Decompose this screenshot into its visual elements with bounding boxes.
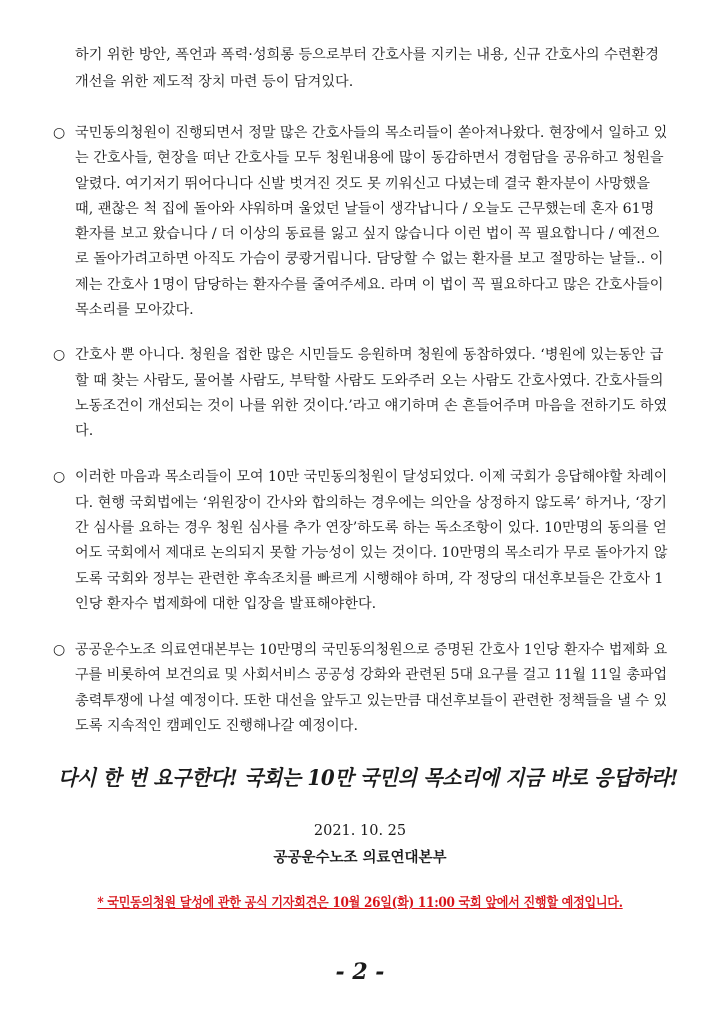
paragraph-3-line-4: 어도 국회에서 제대로 논의되지 못할 가능성이 있는 것이다. 10만명의 목소리가 무로 돌아가지 않: [75, 545, 668, 561]
paragraph-3-line-2: 다. 현행 국회법에는 ‘위원장이 간사와 합의하는 경우에는 의안을 상정하지 않도록’ 하거나, ‘장기: [75, 495, 667, 511]
intro-line-1: 하기 위한 방안, 폭언과 폭력·성희롱 등으로부터 간호사를 지키는 내용, 신규 간호사의 수련환경: [75, 47, 659, 63]
paragraph-1-line-8: 목소리를 모아갔다.: [75, 302, 194, 318]
paragraph-1-line-1: 국민동의청원이 진행되면서 정말 많은 간호사들의 목소리들이 쏟아져나왔다. 현장에서 일하고 있: [75, 125, 668, 141]
paragraph-4-line-3: 총력투쟁에 나설 예정이다. 또한 대선을 앞두고 있는만큼 대선후보들이 관련한 정책들을 낼 수 있: [75, 693, 668, 709]
document-date: 2021. 10. 25: [313, 823, 407, 839]
paragraph-2-line-2: 할 때 찾는 사람도, 물어볼 사람도, 부탁할 사람도 도와주러 오는 사람도 간호사였다. 간호사들의: [75, 373, 664, 389]
bullet-circle-icon: ○: [53, 642, 66, 658]
paragraph-2-line-4: 다.: [75, 423, 94, 439]
paragraph-4-line-1: 공공운수노조 의료연대본부는 10만명의 국민동의청원으로 증명된 간호사 1인당 환자수 법제화 요: [75, 642, 668, 658]
paragraph-3-line-5: 도록 국회와 정부는 관련한 후속조치를 빠르게 시행해야 하며, 각 정당의 대선후보들은 간호사 1: [75, 571, 664, 587]
bullet-circle-icon: ○: [53, 469, 66, 485]
paragraph-4-line-2: 구를 비롯하여 보건의료 및 사회서비스 공공성 강화와 관련된 5대 요구를 걸고 11월 11일 총파업: [75, 667, 668, 683]
paragraph-3-line-3: 간 심사를 요하는 경우 청원 심사를 추가 연장’하도록 하는 독소조항이 있다. 10만명의 동의를 얻: [75, 520, 667, 536]
paragraph-1-line-7: 제는 간호사 1명이 담당하는 환자수를 줄여주세요. 라며 이 법이 꼭 필요하다고 많은 간호사들이: [75, 277, 664, 293]
paragraph-1-line-4: 때, 괜찮은 척 집에 돌아와 샤워하며 울었던 날들이 생각납니다 / 오늘도 근무했는데 혼자 61명: [75, 201, 655, 217]
bullet-circle-icon: ○: [53, 125, 66, 141]
page-number: - 2 -: [335, 959, 385, 985]
organization-name: 공공운수노조 의료연대본부: [273, 849, 447, 866]
paragraph-2-line-3: 노동조건이 개선되는 것이 나를 위한 것이다.’라고 얘기하며 손 흔들어주며 마음을 전하기도 하였: [75, 398, 668, 414]
closing-heading: 다시 한 번 요구한다! 국회는 10만 국민의 목소리에 지금 바로 응답하라!: [58, 765, 679, 790]
intro-line-2: 개선을 위한 제도적 장치 마련 등이 담겨있다.: [75, 74, 354, 90]
press-conference-notice: * 국민동의청원 달성에 관한 공식 기자회견은 10월 26일(화) 11:00 국회 앞에서 진행할 예정입니다.: [97, 895, 623, 911]
paragraph-3-line-1: 이러한 마음과 목소리들이 모여 10만 국민동의청원이 달성되었다. 이제 국회가 응답해야할 차례이: [75, 469, 668, 485]
paragraph-1-line-2: 는 간호사들, 현장을 떠난 간호사들 모두 청원내용에 많이 동감하면서 경험담을 공유하고 청원을: [75, 150, 664, 166]
bullet-circle-icon: ○: [53, 347, 66, 363]
paragraph-3-line-6: 인당 환자수 법제화에 대한 입장을 발표해야한다.: [75, 596, 377, 612]
paragraph-1-line-3: 알렸다. 여기저기 뛰어다니다 신발 벗겨진 것도 못 끼워신고 다녔는데 결국 환자분이 사망했을: [75, 176, 650, 192]
paragraph-1-line-6: 로 돌아가려고하면 아직도 가슴이 쿵쾅거립니다. 담당할 수 없는 환자를 보고 절망하는 날들.. 이: [75, 251, 664, 267]
paragraph-1-line-5: 환자를 보고 왔습니다 / 더 이상의 동료를 잃고 싶지 않습니다 이런 법이 꼭 필요합니다 / 예전으: [75, 226, 660, 242]
paragraph-4-line-4: 도록 지속적인 캠페인도 진행해나갈 예정이다.: [75, 718, 358, 734]
paragraph-2-line-1: 간호사 뿐 아니다. 청원을 접한 많은 시민들도 응원하며 청원에 동참하였다. ‘병원에 있는동안 급: [75, 347, 664, 363]
